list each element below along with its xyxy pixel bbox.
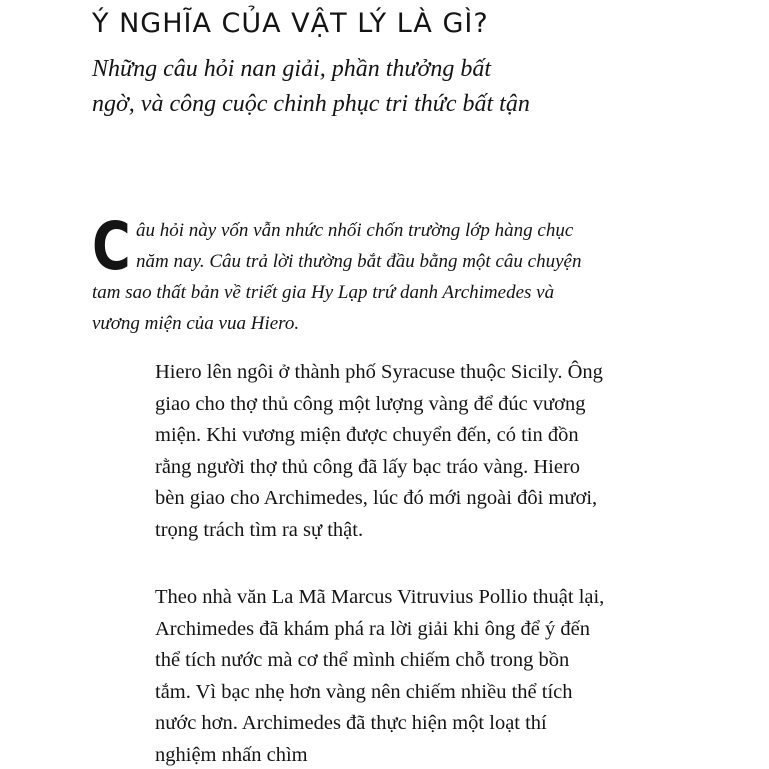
chapter-title: Ý NGHĨA CỦA VẬT LÝ LÀ GÌ? [92, 8, 489, 39]
intro-paragraph [92, 208, 592, 339]
intro-text: âu hỏi này vốn vẫn nhức nhối chốn trường lớp hàng chục năm nay. Câu trả lời thường bắt đầu bằng một câu chuyện tam sao thất bản về triết gia Hy Lạp trứ danh Archimedes và vương miện của vua Hiero. [92, 220, 582, 334]
body-paragraph-2: Theo nhà văn La Mã Marcus Vitruvius Pollio thuật lại, Archimedes đã khám phá ra lời giải khi ông để ý đến thể tích nước mà cơ thể mình chiếm chỗ trong bồn tắm. Vì bạc nhẹ hơn vàng nên chiếm nhiều thể tích nước hơn. Archimedes đã thực hiện một loạt thí nghiệm nhấn chìm [155, 586, 605, 766]
body-paragraph-1: Hiero lên ngôi ở thành phố Syracuse thuộc Sicily. Ông giao cho thợ thủ công một lượng vàng để đúc vương miện. Khi vương miện được chuyển đến, có tin đồn rằng người thợ thủ công đã lấy bạc tráo vàng. Hiero bèn giao cho Archimedes, lúc đó mới ngoài đôi mươi, trọng trách tìm ra sự thật. [155, 361, 603, 541]
drop-cap-letter: C [92, 208, 131, 285]
chapter-subtitle: Những câu hỏi nan giải, phần thưởng bất ngờ, và công cuộc chinh phục tri thức bất tận [92, 56, 530, 117]
